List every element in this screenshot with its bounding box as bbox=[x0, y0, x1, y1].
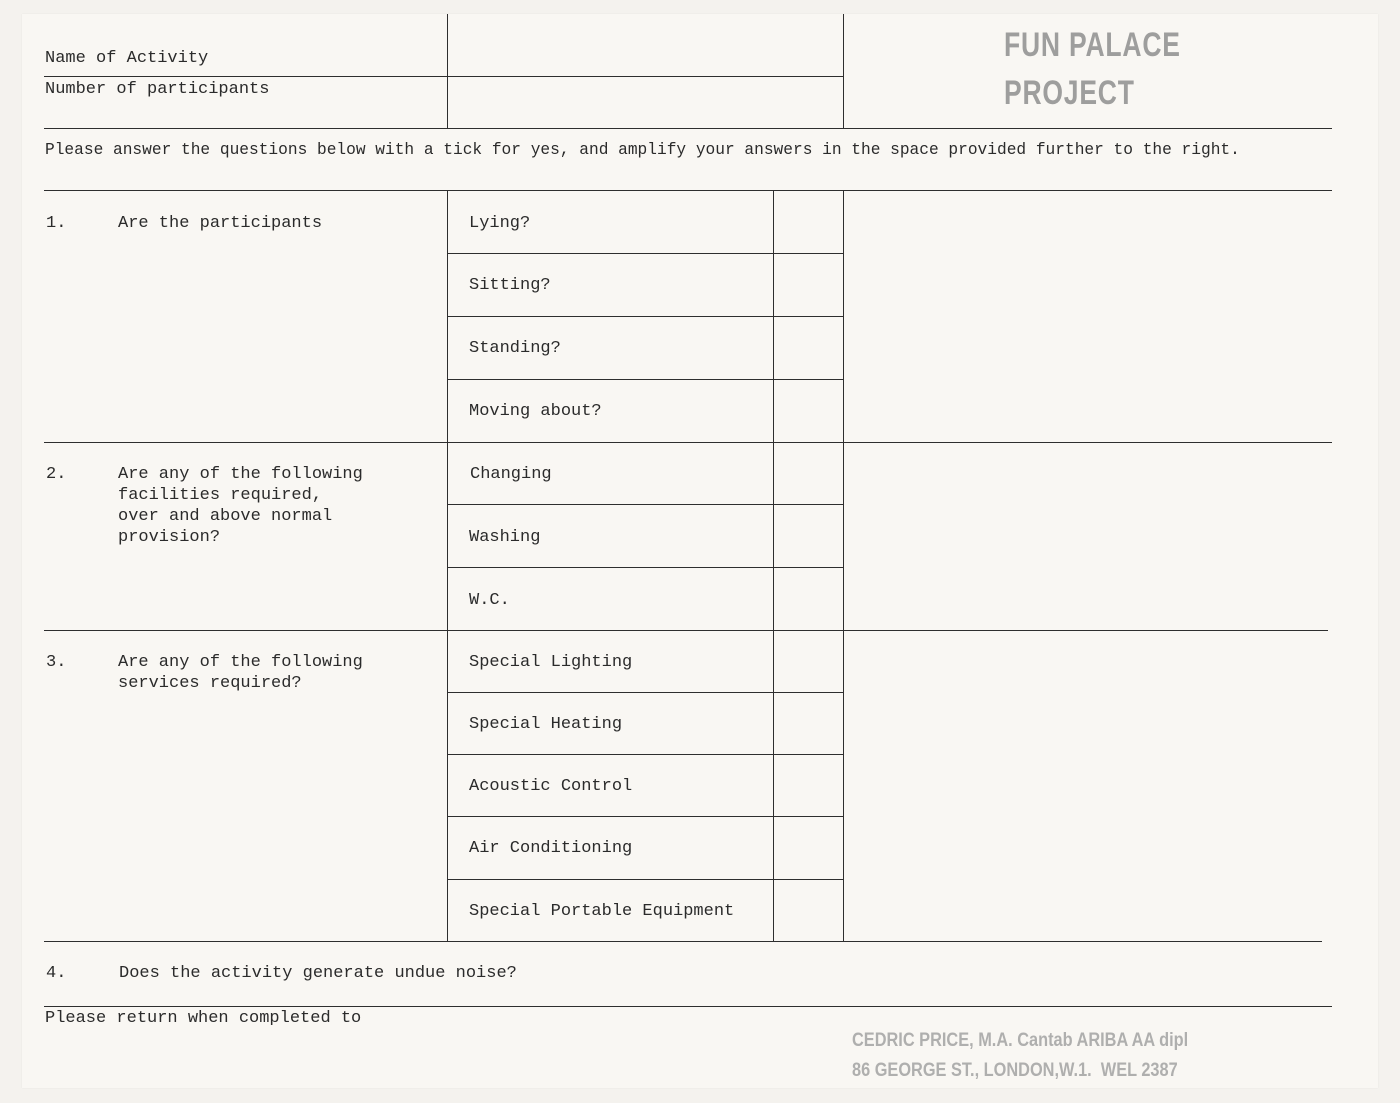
question-3-number: 3. bbox=[46, 653, 67, 672]
option-rule bbox=[448, 879, 844, 880]
option-special-heating: Special Heating bbox=[469, 715, 623, 734]
answer-space-question-2[interactable] bbox=[846, 444, 1332, 629]
question-2-text: Are any of the following facilities required, over and above normal provision? bbox=[118, 465, 363, 547]
answer-space-question-4[interactable] bbox=[44, 943, 1332, 1005]
option-column-left-divider bbox=[447, 191, 448, 941]
option-air-conditioning: Air Conditioning bbox=[469, 839, 633, 858]
activity-name-field[interactable] bbox=[450, 16, 842, 74]
option-changing: Changing bbox=[470, 465, 552, 484]
tick-column-right-divider bbox=[843, 191, 844, 941]
header-divider-right bbox=[843, 14, 844, 128]
question-4-text: Does the activity generate undue noise? bbox=[119, 964, 517, 983]
option-rule bbox=[448, 504, 844, 505]
question-4-number: 4. bbox=[46, 964, 67, 983]
address-stamp-line1: CEDRIC PRICE, M.A. Cantab ARIBA AA dipl bbox=[852, 1030, 1189, 1051]
option-rule bbox=[448, 692, 844, 693]
questions-top-rule bbox=[44, 190, 1332, 191]
question-1-text: Are the participants bbox=[118, 214, 323, 233]
fun-palace-stamp-line2: PROJECT bbox=[1004, 74, 1135, 112]
option-acoustic-control: Acoustic Control bbox=[469, 777, 633, 796]
tick-column-left-divider bbox=[773, 191, 774, 941]
header-bottom-rule bbox=[44, 128, 1332, 129]
option-washing: Washing bbox=[469, 528, 541, 547]
tick-box-moving-about[interactable] bbox=[775, 381, 842, 441]
option-sitting: Sitting? bbox=[469, 276, 551, 295]
option-special-lighting: Special Lighting bbox=[469, 653, 633, 672]
tick-box-special-heating[interactable] bbox=[775, 694, 842, 754]
address-stamp-line2: 86 GEORGE ST., LONDON,W.1. WEL 2387 bbox=[852, 1060, 1178, 1081]
option-rule bbox=[448, 567, 844, 568]
question-rule bbox=[44, 630, 1328, 631]
tick-box-changing[interactable] bbox=[775, 444, 842, 504]
answer-space-question-1[interactable] bbox=[846, 192, 1332, 441]
questionnaire-sheet bbox=[22, 14, 1378, 1088]
option-wc: W.C. bbox=[469, 591, 510, 610]
tick-box-standing[interactable] bbox=[775, 318, 842, 379]
activity-name-label: Name of Activity bbox=[45, 49, 209, 68]
option-rule bbox=[448, 754, 844, 755]
return-text-clip bbox=[44, 1008, 544, 1025]
footer-rule bbox=[44, 1006, 1332, 1007]
option-moving-about: Moving about? bbox=[469, 402, 602, 421]
question-rule bbox=[44, 442, 1332, 443]
option-rule bbox=[448, 316, 844, 317]
tick-box-special-lighting[interactable] bbox=[775, 632, 842, 692]
option-special-portable-equipment: Special Portable Equipment bbox=[469, 902, 735, 921]
header-divider-left bbox=[447, 14, 448, 128]
tick-box-acoustic-control[interactable] bbox=[775, 756, 842, 816]
return-instruction: Please return when completed to bbox=[45, 1009, 362, 1025]
header-rule-1 bbox=[44, 76, 844, 77]
tick-box-sitting[interactable] bbox=[775, 255, 842, 316]
tick-box-lying[interactable] bbox=[775, 192, 842, 253]
instructions-text: Please answer the questions below with a tick for yes, and amplify your answers in the space provided further to the right. bbox=[45, 141, 1240, 159]
question-3-text: Are any of the following services required? bbox=[118, 653, 363, 693]
question-rule bbox=[44, 941, 1322, 942]
tick-box-air-conditioning[interactable] bbox=[775, 818, 842, 879]
option-rule bbox=[448, 816, 844, 817]
option-rule bbox=[448, 379, 844, 380]
question-2-number: 2. bbox=[46, 465, 67, 484]
participants-field[interactable] bbox=[450, 78, 842, 128]
fun-palace-stamp-line1: FUN PALACE bbox=[1004, 26, 1181, 64]
option-standing: Standing? bbox=[469, 339, 561, 358]
answer-space-question-3[interactable] bbox=[846, 632, 1332, 941]
tick-box-wc[interactable] bbox=[775, 569, 842, 629]
tick-box-special-portable-equipment[interactable] bbox=[775, 881, 842, 941]
participants-label: Number of participants bbox=[45, 80, 270, 99]
tick-box-washing[interactable] bbox=[775, 506, 842, 567]
option-rule bbox=[448, 253, 844, 254]
option-lying: Lying? bbox=[469, 214, 531, 233]
question-1-number: 1. bbox=[46, 214, 67, 233]
